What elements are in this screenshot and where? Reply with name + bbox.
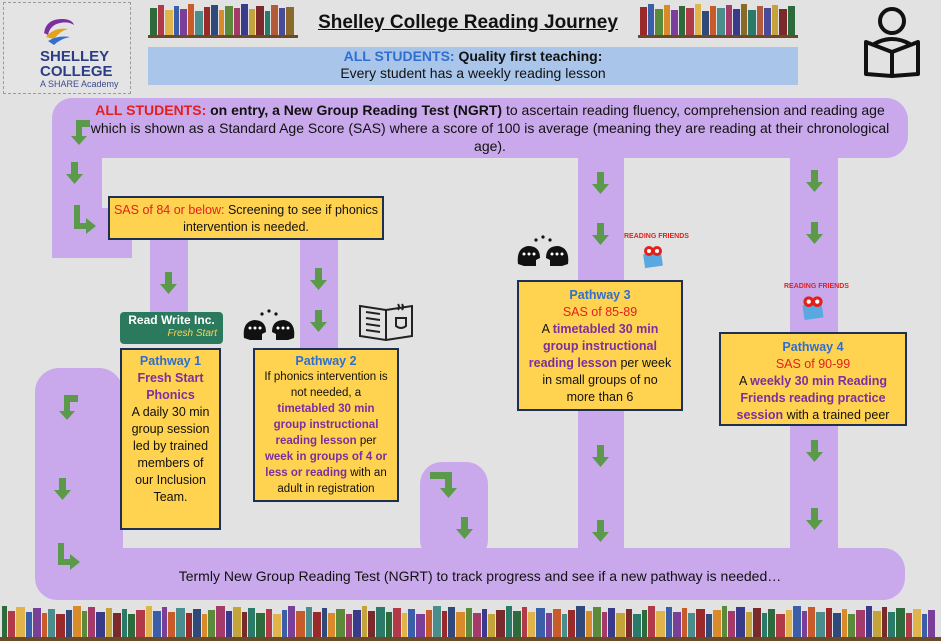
discussion-heads-icon	[514, 234, 572, 270]
pathway-2-text-highlight: timetabled 30 min group instructional reading lesson	[273, 403, 379, 447]
book-spine	[176, 608, 185, 637]
book-spine	[682, 608, 687, 637]
book-spine	[666, 607, 672, 637]
book-spine	[528, 612, 535, 637]
book-spine	[128, 614, 135, 637]
book-spine	[296, 611, 305, 637]
logo-name-line2: COLLEGE	[40, 63, 113, 80]
book-spine	[466, 608, 472, 637]
book-spine	[642, 610, 647, 637]
pathway-3-text-part: per week in small groups of no more than 6	[542, 356, 672, 404]
book-spine	[753, 608, 761, 637]
book-spine	[273, 614, 281, 637]
book-spine	[2, 606, 7, 637]
book-spine	[793, 606, 801, 637]
book-spine	[722, 606, 727, 637]
pathway-2-box	[253, 348, 399, 502]
pathway-4-text-highlight: weekly 30 min Reading Friends reading practice session	[736, 374, 887, 422]
screening-label: SAS of 84 or below:	[113, 203, 225, 217]
book-spine	[593, 607, 601, 637]
pathway-2-text-part: If phonics intervention is not needed, a	[264, 371, 388, 399]
book-spine	[802, 611, 807, 637]
book-spine	[208, 610, 215, 637]
discussion-heads-icon	[240, 308, 298, 344]
book-spine	[66, 610, 72, 637]
book-spine	[146, 606, 152, 637]
book-spine	[786, 610, 792, 637]
book-spine	[162, 607, 167, 637]
book-spine	[506, 606, 512, 637]
reading-friends-logo-text: READING FRIENDS	[624, 233, 689, 240]
reading-friends-logo	[784, 282, 849, 330]
book-spine	[633, 614, 641, 637]
book-spine	[728, 611, 735, 637]
book-spine	[826, 608, 832, 637]
book-spine	[48, 609, 55, 637]
pathway-4-text	[727, 373, 899, 424]
pathway-4-title: Pathway 4	[782, 340, 844, 354]
pathway-3-title: Pathway 3	[569, 288, 631, 302]
book-spine	[96, 612, 105, 637]
screening-text: Screening to see if phonics intervention is needed.	[183, 203, 379, 234]
book-spine	[216, 606, 225, 637]
open-book-icon	[356, 298, 416, 342]
book-spine	[113, 613, 121, 637]
page-title: Shelley College Reading Journey	[318, 12, 618, 33]
book-spine	[576, 606, 585, 637]
book-spine	[688, 613, 695, 637]
book-spine	[322, 608, 327, 637]
book-spine	[553, 609, 561, 637]
bookshelf-decoration	[0, 604, 941, 641]
banner-label: ALL STUDENTS:	[343, 48, 455, 64]
intro-bold-text: on entry, a New Group Reading Test (NGRT)	[210, 102, 503, 118]
book-spine	[193, 609, 201, 637]
pathway-2-text-highlight: week in groups of 4 or less or reading	[264, 451, 388, 479]
quality-first-banner	[148, 47, 798, 85]
book-spine	[266, 609, 272, 637]
book-spine	[896, 608, 905, 637]
pathway-1-title: Pathway 1	[139, 354, 202, 368]
banner-line2: Every student has a weekly reading lesson	[340, 65, 606, 81]
book-spine	[202, 614, 207, 637]
book-spine	[73, 606, 81, 637]
book-spine	[106, 608, 112, 637]
pathway-1-subtitle: Fresh Start Phonics	[137, 371, 204, 402]
bookshelf-decoration	[638, 2, 798, 38]
book-spine	[928, 610, 935, 637]
book-spine	[673, 612, 681, 637]
book-spine	[402, 613, 407, 637]
book-spine	[922, 614, 927, 637]
book-spine	[776, 614, 785, 637]
book-spine	[833, 613, 841, 637]
logo-name-line1: SHELLEY	[40, 48, 110, 65]
book-spine	[33, 608, 41, 637]
book-spine	[136, 610, 145, 637]
book-spine	[866, 606, 872, 637]
book-spine	[696, 609, 705, 637]
book-spine	[762, 613, 767, 637]
book-spine	[153, 611, 161, 637]
book-spine	[186, 613, 192, 637]
reading-friends-logo-text: READING FRIENDS	[784, 283, 849, 290]
book-spine	[376, 607, 385, 637]
book-spine	[616, 613, 625, 637]
book-spine	[8, 611, 15, 637]
book-spine	[562, 614, 567, 637]
pathway-2-text	[261, 369, 391, 497]
book-spine	[656, 611, 665, 637]
intro-text	[90, 101, 890, 155]
fresh-start-logo-line1: Read Write Inc.	[128, 313, 215, 327]
pathway-2-text-part: with an adult in registration	[277, 467, 387, 495]
book-spine	[608, 608, 615, 637]
book-spine	[426, 610, 432, 637]
book-spine	[473, 613, 481, 637]
book-spine	[906, 613, 912, 637]
book-spine	[808, 607, 815, 637]
fresh-start-logo-line2: Fresh Start	[167, 328, 217, 339]
book-spine	[882, 607, 887, 637]
book-spine	[233, 607, 241, 637]
pathway-3-text	[527, 321, 673, 406]
banner-bold-text: Quality first teaching:	[458, 48, 603, 64]
book-spine	[386, 612, 392, 637]
book-spine	[736, 607, 745, 637]
book-spine	[713, 610, 721, 637]
pathway-1-box	[120, 348, 221, 530]
book-spine	[706, 614, 712, 637]
pathway-3-box	[517, 280, 683, 411]
book-spine	[16, 607, 25, 637]
pathway-4-text-part: A	[739, 374, 747, 388]
reading-friends-logo	[624, 232, 689, 274]
pathway-4-box	[719, 332, 907, 426]
termly-ngrt-text: Termly New Group Reading Test (NGRT) to track progress and see if a new pathway is needed…	[178, 568, 782, 584]
book-spine	[746, 612, 752, 637]
book-spine	[768, 609, 775, 637]
reader-icon	[860, 4, 924, 78]
intro-label: ALL STUDENTS:	[95, 102, 207, 118]
book-spine	[913, 609, 921, 637]
pathway-1-text: A daily 30 min group session led by trained members of our Inclusion Team.	[131, 405, 210, 504]
book-spine	[368, 611, 375, 637]
pathway-3-text-part: A	[541, 322, 550, 336]
book-spine	[536, 608, 545, 637]
book-spine	[306, 607, 312, 637]
book-spine	[856, 610, 865, 637]
book-spine	[456, 612, 465, 637]
book-spine	[248, 608, 255, 637]
screening-box	[108, 196, 384, 240]
fresh-start-logo	[120, 312, 223, 344]
book-spine	[288, 606, 295, 637]
book-spine	[336, 609, 345, 637]
intro-rest: to ascertain reading fluency, comprehension and reading age which is shown as a Standard Age Score (SAS) where a score of 100 is average (meaning they are reading at their chronological age).	[90, 102, 890, 154]
pathway-3-sas: SAS of 85-89	[562, 305, 638, 319]
book-spine	[442, 611, 447, 637]
book-spine	[568, 610, 575, 637]
book-spine	[482, 609, 487, 637]
book-spine	[842, 609, 847, 637]
book-spine	[586, 611, 592, 637]
book-spine	[26, 612, 32, 637]
book-spine	[328, 613, 335, 637]
book-spine	[88, 607, 95, 637]
book-spine	[56, 614, 65, 637]
owl-icon	[797, 291, 829, 323]
book-spine	[362, 606, 367, 637]
bookshelf-decoration	[148, 2, 298, 38]
pathway-2-text-part: per	[359, 435, 377, 447]
book-spine	[433, 606, 441, 637]
book-spine	[888, 612, 895, 637]
book-spine	[522, 607, 527, 637]
book-spine	[626, 609, 632, 637]
book-spine	[873, 611, 881, 637]
book-spine	[122, 609, 127, 637]
book-spine	[353, 610, 361, 637]
book-spine	[448, 607, 455, 637]
book-spine	[816, 612, 825, 637]
school-logo	[3, 2, 131, 94]
book-spine	[82, 611, 87, 637]
book-spine	[488, 614, 495, 637]
book-spine	[408, 609, 415, 637]
book-spine	[256, 613, 265, 637]
book-spine	[313, 612, 321, 637]
book-spine	[226, 611, 232, 637]
logo-subtitle: A SHARE Academy	[40, 79, 119, 89]
book-spine	[848, 614, 855, 637]
pathway-3-text-highlight: timetabled 30 min group instructional reading lesson	[528, 322, 659, 370]
book-spine	[242, 612, 247, 637]
pathway-2-title: Pathway 2	[295, 354, 357, 368]
book-spine	[602, 612, 607, 637]
book-spine	[648, 606, 655, 637]
book-spine	[546, 613, 552, 637]
book-spine	[496, 610, 505, 637]
pathway-4-text-part: with a trained peer	[786, 408, 890, 422]
book-spine	[282, 610, 287, 637]
book-spine	[513, 611, 521, 637]
pathway-4-sas: SAS of 90-99	[775, 357, 851, 371]
book-spine	[416, 614, 425, 637]
book-spine	[393, 608, 401, 637]
owl-icon	[638, 241, 668, 271]
book-spine	[42, 613, 47, 637]
logo-swirl-icon	[38, 13, 78, 47]
book-spine	[346, 614, 352, 637]
book-spine	[168, 612, 175, 637]
